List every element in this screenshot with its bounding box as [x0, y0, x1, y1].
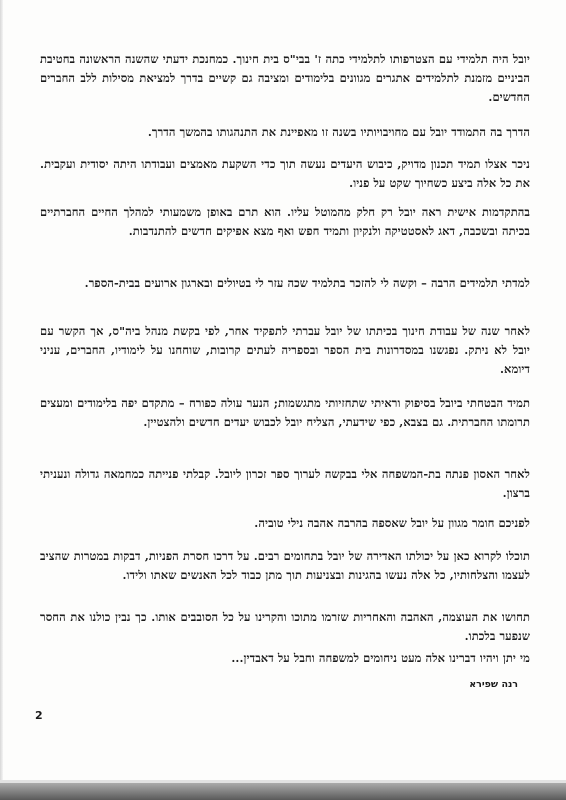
- paragraph-text: ניכר אצלו תמיד תכנון מדויק, כיבוש היעדים נעשה תוך כדי השקעת מאמצים ועבודתו היתה יסודית ועקבית. את כל אלה ביצע כשחיוך שקט על פניו.: [40, 157, 530, 190]
- paragraph-6: [40, 322, 530, 379]
- paragraph-text: יובל היה תלמידי עם הצטרפותו לתלמידי כתה ז' בבי"ס בית חינוך. כמחנכת ידעתי שהשנה הראשונה בחטיבת הביניים מזמנת לתלמידים אתגרים מגוונים בלימודים ומציבה גם קשיים בדרך למציאת מסילות ללב החברים החדשים.: [40, 52, 530, 104]
- paragraph-4: [40, 203, 530, 241]
- paragraph-text: תוכלו לקרוא כאן על יכולתו האדירה של יובל בתחומים רבים. על דרכו חסרת הפניות, דבקות במטרות שהציב לעצמו והצלחותיו, כל אלה נעשו בהגינות ובצניעות תוך מתן כבוד לכל האנשים שאתו ולידו.: [40, 549, 530, 582]
- paragraph-10: [40, 547, 530, 585]
- signature: רנה שפירא: [469, 679, 518, 690]
- paragraph-text: לאחר האסון פנתה בת-המשפחה אלי בבקשה לערוך ספר זכרון ליובל. קבלתי פנייתה כמחמאה גדולה ונעניתי ברצון.: [40, 467, 530, 500]
- paragraph-8: [40, 465, 530, 503]
- paragraph-text: תמיד הבטחתי ביובל בסיפוק וראיתי שתחזיותי מתגשמות; הנער עולה כפורח – מתקדם יפה בלימודים ומעצים תרומתו החברתית. גם בצבא, כפי שידעתי, הצליח יובל לכבוש יעדים חדשים ולהצטיין.: [40, 396, 530, 429]
- scan-bottom-edge: [0, 780, 566, 800]
- page-number: 2: [35, 709, 43, 722]
- paragraph-text: לפניכם חומר מגוון על יובל שאספה בהרבה אהבה נילי טוביה.: [254, 516, 530, 530]
- paragraph-text: למדתי תלמידים הרבה – וקשה לי להזכר בתלמיד שכה עזר לי בטיולים ובארגון ארועים בבית-הספר.: [84, 276, 530, 290]
- paragraph-text: בהתקדמות אישית ראה יובל רק חלק מהמוטל עליו. הוא תרם באופן משמעותי למהלך החיים החברתיים בכיתה ובשכבה, דאג לאסטטיקה ולנקיון ותמיד חפש ואף מצא אפיקים חדשים להתנדבות.: [40, 205, 530, 238]
- scan-edge: [0, 0, 3, 800]
- paragraph-text: תחושו את העוצמה, האהבה והאחריות שזרמו מתוכו והקרינו על כל הסובבים אותו. כך נבין כולנו את החסר שנפער בלכתו.: [40, 610, 530, 643]
- paragraph-3: [40, 155, 530, 193]
- paragraph-text: לאחר שנה של עבודת חינוך בכיתתו של יובל עברתי לתפקיד אחר, לפי בקשת מנהל ביה"ס, אך הקשר עם יובל לא ניתק. נפגשנו במסדרונות בית הספר ובספריה לעתים קרובות, שוחחנו על לימודיו, החברים, עניני דיומא.: [40, 324, 530, 376]
- paragraph-text: הדרך בה התמודד יובל עם מחויבויותיו בשנה זו מאפיינת את התנהגותו בהמשך הדרך.: [147, 125, 530, 139]
- paragraph-5: [40, 274, 530, 293]
- paragraph-9: [40, 514, 530, 533]
- paragraph-text: מי יתן ויהיו דברינו אלה מעט ניחומים למשפחה וחבל על דאבדין...: [231, 651, 530, 665]
- paragraph-11: [40, 608, 530, 646]
- paragraph-7: [40, 394, 530, 432]
- paragraph-12: [40, 649, 530, 668]
- paragraph-1: [40, 50, 530, 107]
- paragraph-2: [40, 123, 530, 142]
